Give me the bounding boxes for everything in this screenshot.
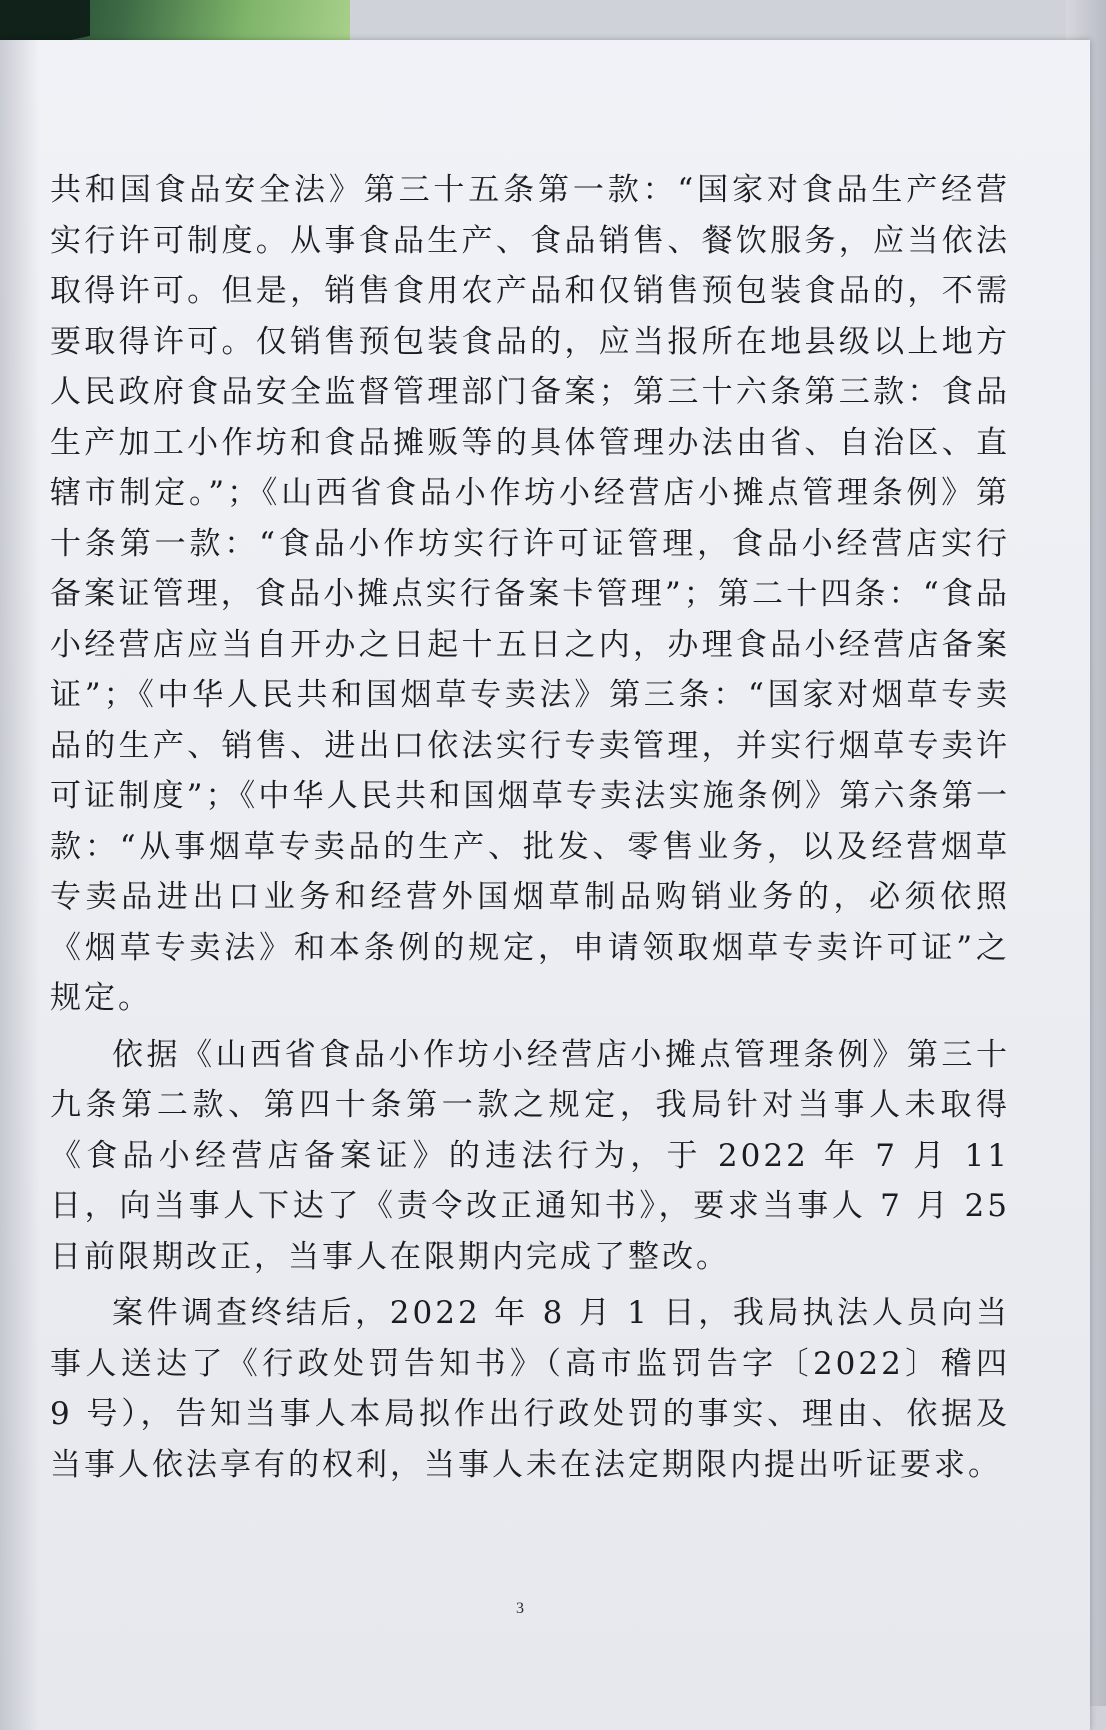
paragraph-correction-order: 依据《山西省食品小作坊小经营店小摊点管理条例》第三十九条第二款、第四十条第一款之规定，我局针对当事人未取得《食品小经营店备案证》的违法行为，于 2022 年 7 月 11 日，向当事人下达了《责令改正通知书》，要求当事人 7 月 25 日前限期改正，当事人在限期内完成了整改。	[50, 1036, 1010, 1275]
page-number: 3	[516, 1600, 524, 1617]
page-edge-shadow	[0, 40, 40, 1730]
paragraph-penalty-notice: 案件调查终结后，2022 年 8 月 1 日，我局执法人员向当事人送达了《行政处罚告知书》（高市监罚告字〔2022〕稽四 9 号），告知当事人本局拟作出行政处罚的事实、理由、依据及当事人依法享有的权利，当事人未在法定期限内提出听证要求。	[50, 1295, 1010, 1483]
document-body	[50, 165, 1010, 1496]
paragraph-legal-basis: 共和国食品安全法》第三十五条第一款：“国家对食品生产经营实行许可制度。从事食品生产、食品销售、餐饮服务，应当依法取得许可。但是，销售食用农产品和仅销售预包装食品的，不需要取得许可。仅销售预包装食品的，应当报所在地县级以上地方人民政府食品安全监督管理部门备案；第三十六条第三款：食品生产加工小作坊和食品摊贩等的具体管理办法由省、自治区、直辖市制定。”；《山西省食品小作坊小经营店小摊点管理条例》第十条第一款：“食品小作坊实行许可证管理，食品小经营店实行备案证管理，食品小摊点实行备案卡管理”；第二十四条：“食品小经营店应当自开办之日起十五日之内，办理食品小经营店备案证”；《中华人民共和国烟草专卖法》第三条：“国家对烟草专卖品的生产、销售、进出口依法实行专卖管理，并实行烟草专卖许可证制度”；《中华人民共和国烟草专卖法实施条例》第六条第一款：“从事烟草专卖品的生产、批发、零售业务，以及经营烟草专卖品进出口业务和经营外国烟草制品购销业务的，必须依照《烟草专卖法》和本条例的规定，申请领取烟草专卖许可证”之规定。	[50, 172, 1010, 1016]
